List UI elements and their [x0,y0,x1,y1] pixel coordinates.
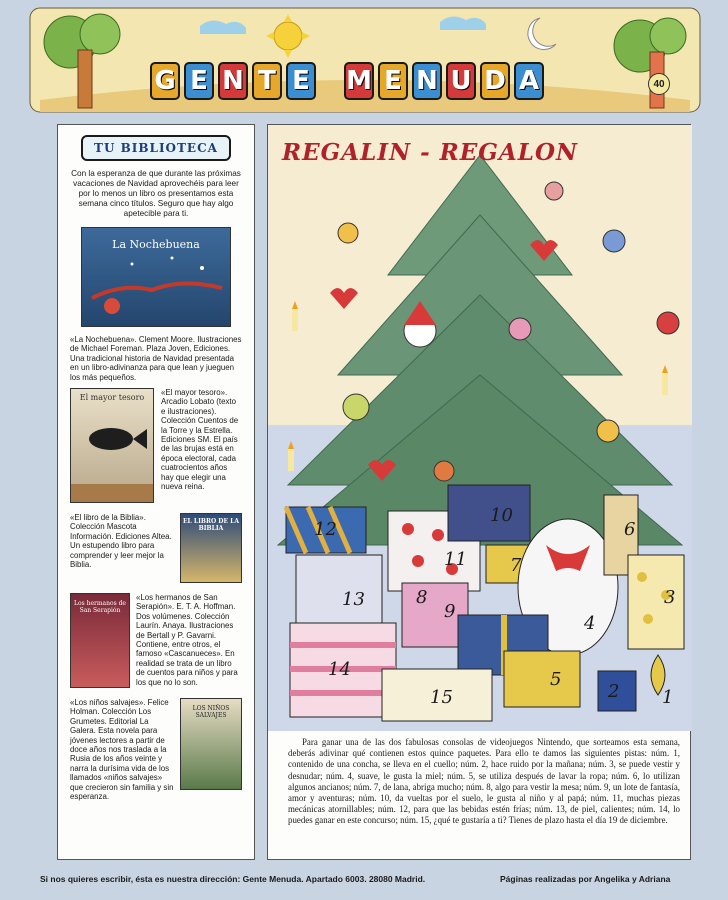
book-cover-title: La Nochebuena [112,238,200,251]
title-letter: N [412,62,442,100]
page-number: 40 [648,73,670,95]
box-number-4: 4 [584,613,596,634]
title-letter: T [252,62,282,100]
library-intro: Con la esperanza de que durante las próximas vacaciones de Navidad aprovechéis para leer por lo menos un libro os presentamos esta semana cinco títulos. Seguro que hay algo apetecible para ti. [71,169,241,218]
book-cover-title: Los hermanos de San Serapión [74,600,126,615]
title-letter: E [378,62,408,100]
header-illustration [0,0,728,118]
box-number-5: 5 [550,669,562,690]
title-letter: M [344,62,374,100]
book-description: «Los hermanos de San Serapión». E. T. A. Hoffman. Dos volúmenes. Colección Laurín. Anaya. Ilustraciones de Bertall y P. Gavarni. Contiene, entre otros, el famoso «Cascanueces». En realidad se trata de un libro de cuentos para niños y para los que no lo son. [136,593,238,687]
box-number-12: 12 [314,519,337,540]
book-cover-title: El mayor tesoro [79,393,145,403]
title-letter: N [218,62,248,100]
box-number-6: 6 [624,519,636,540]
title-letter: D [480,62,510,100]
book-description: «El libro de la Biblia». Colección Mascota Información. Ediciones Altea. Un estupendo libro para comprender y leer mejor la Biblia. [70,513,172,570]
box-number-1: 1 [662,687,674,708]
title-letter: E [184,62,214,100]
book-cover-image [180,698,242,790]
book-cover-image [70,388,154,503]
title-letter: E [286,62,316,100]
book-entry [70,227,242,382]
box-number-13: 13 [342,589,365,610]
book-description: «La Nochebuena». Clement Moore. Ilustraciones de Michael Foreman. Plaza Joven, Ediciones. Una tradicional historia de Navidad presentada en un libro-adivinanza para que lean y jueguen los más pequeños. [70,335,242,382]
box-number-10: 10 [490,505,513,526]
magazine-title [150,62,544,100]
box-number-7: 7 [510,555,522,576]
book-cover-title: LOS NIÑOS SALVAJES [192,705,230,720]
box-number-15: 15 [430,687,453,708]
book-cover-title: EL LIBRO DE LA BIBLIA [182,518,240,533]
page-footer [0,867,728,891]
book-entry [70,593,242,692]
title-gap [320,62,340,100]
book-entry [70,388,242,507]
library-column [57,124,255,860]
box-number-2: 2 [608,681,620,702]
sleigh-illustration [82,228,231,327]
box-number-9: 9 [444,601,456,622]
box-number-8: 8 [416,587,428,608]
footer-address: Si nos quieres escribir, ésta es nuestra dirección: Gente Menuda. Apartado 6003. 28080 Madrid. [40,874,426,884]
book-description: «El mayor tesoro». Arcadio Lobato (texto e ilustraciones). Colección Cuentos de la Torre y la Estrella. Ediciones SM. El país de las brujas está en época electoral, cada cuatrocientos años hay que elegir una nueva reina. [161,388,239,492]
contest-rules-text: Para ganar una de las dos fabulosas consolas de videojuegos Nintendo, que sorteamos esta semana, deberás adivinar qué contienen estos quince paquetes. Para ello te damos las siguientes pistas: núm. 1, contenido de una concha, se lleva en el cuello; núm. 2, hace ruido por la mañana; núm. 3, se puede vestir y desnudar; núm. 4, suave, le gusta la miel; núm. 5, se utiliza después de lavar la ropa; núm. 6, lo utilizan algunos ancianos; núm. 7, de lana, abriga mucho; núm. 8, algo para vestir la mesa; núm. 9, un lote de fantasía, amor y aventuras; núm. 10, da vueltas por el suelo, le gusta al niño y al papá; núm. 11, muchas piezas mecánicas atornillables; núm. 12, para que las bebidas estén frías; núm. 13, de piel, calientes; núm. 14, lo puedes ganar en este concurso; núm. 15, ¿qué te gustaría a ti? Tienes de plazo hasta el día 19 de diciembre. [288,737,680,826]
title-letter: G [150,62,180,100]
header-banner [0,0,728,118]
book-cover-image [81,227,231,327]
box-number-14: 14 [328,659,351,680]
book-entry [70,513,242,587]
book-cover-image [70,593,130,688]
book-cover-image [180,513,242,583]
box-number-3: 3 [664,587,676,608]
title-letter: A [514,62,544,100]
christmas-tree-illustration [268,125,692,731]
box-number-11: 11 [444,549,467,570]
footer-credits: Páginas realizadas por Angelika y Adriana [500,874,671,884]
title-letter: U [446,62,476,100]
fish-illustration [71,389,154,503]
book-entry [70,698,242,801]
book-description: «Los niños salvajes». Felice Holman. Colección Los Grumetes. Editorial La Galera. Esta novela para jóvenes lectores a partir de doce años nos traslada a la Rusia de los años veinte y narra la durísima vida de los llamados «niños salvajes» que crecieron sin familia y sin esperanza. [70,698,174,802]
library-logo: TU BIBLIOTECA [81,135,231,161]
contest-title: REGALIN - REGALON [282,139,579,166]
contest-column [267,124,691,860]
